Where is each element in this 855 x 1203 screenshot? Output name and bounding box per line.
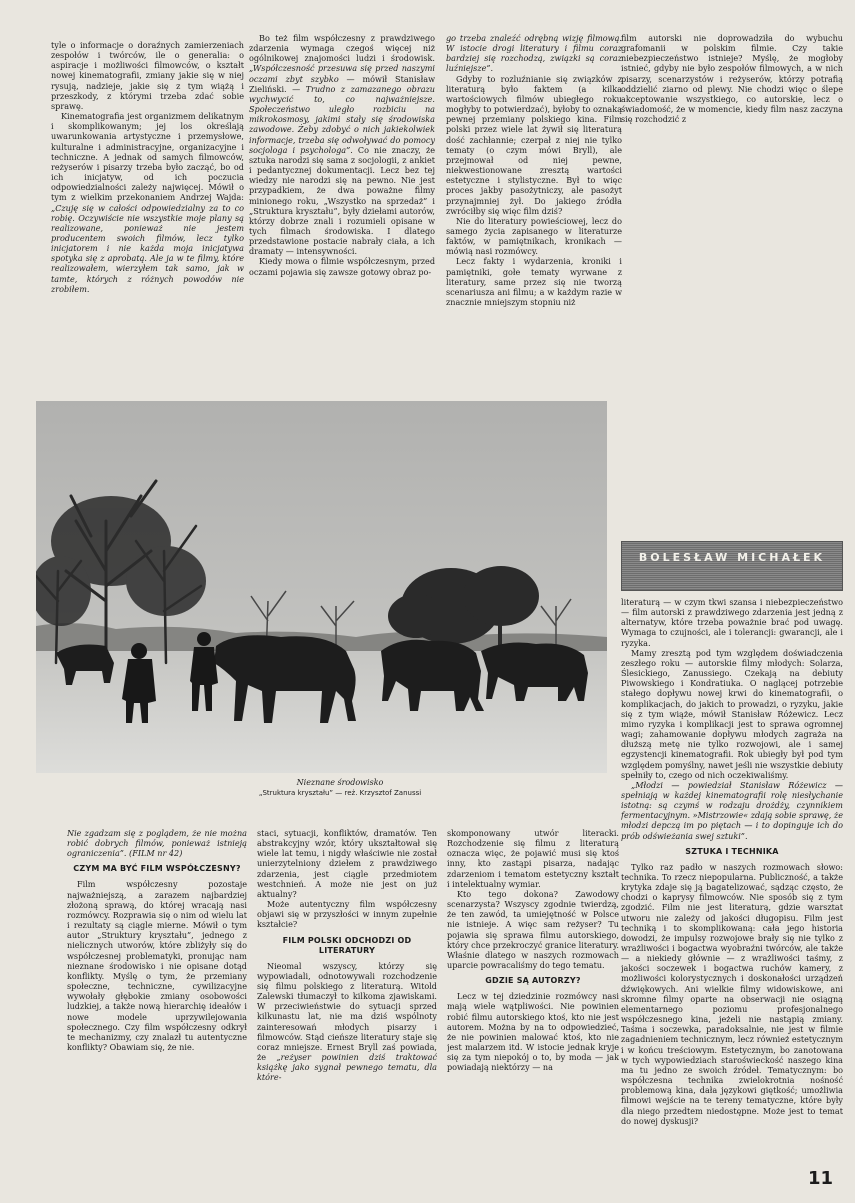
- section-heading: CZYM MA BYĆ FILM WSPÓŁCZESNY?: [73, 864, 241, 874]
- paragraph: Gdyby to rozluźnianie się związków z literaturą było faktem (a kilka wartościowych filmów ubiegłego roku mogłyby to potwierdzać), byłoby to oznaką pewnej przemiany polskiego kina. Film polski przez wiele lat żywił się literaturą dość zachłannie; czerpał z niej nie tylko tematy (o czym mówi Bryll), ale przejmował od niej pewne, niekwestionowane zresztą wartości estetyczne i stylistyczne. Był to więc proces jakby pasożytniczy, ale pasożyt przynajmniej żył. Do jakiego źródła zwróciłby się więc film dziś?: [446, 73, 622, 216]
- paragraph: tyle o informacje o doraźnych zamierzeniach zespołów i twórców, ile o generalia: o aspiracje i możliwości filmowców, o kształt nowej kinematografii, zmiany jakie się w niej rysują, nadzieje, jakie się z tym wiążą i przeszkody, z którymi trzeba zdać sobie sprawę.: [51, 40, 244, 111]
- paragraph: Może autentyczny film współczesny objawi się w przyszłości w innym zupełnie kształcie?: [257, 899, 437, 930]
- paragraph: Lecz w tej dziedzinie rozmówcy nasi mają wiele wątpliwości. Nie powinien robić filmu autorskiego ktoś, kto nie jest autorem. Można by na to odpowiedzieć, że nie powinien malować ktoś, kto nie jest malarzem itd. W istocie jednak kryje się za tym niepokój o to, by moda — jak powiadają niektórzy — na: [447, 991, 619, 1073]
- caption-title: Nieznane środowisko: [296, 778, 384, 787]
- section-heading: SZTUKA I TECHNIKA: [685, 846, 779, 856]
- top-column-1: [51, 40, 244, 397]
- section-heading: GDZIE SĄ AUTORZY?: [485, 976, 581, 986]
- paragraph: go trzeba znaleźć odrębną wizję filmową. W istocie drogi literatury i filmu coraz bardziej się rozchodzą, związki są coraz luźniejsze”.: [446, 33, 622, 74]
- paragraph: Film współczesny pozostaje najważniejszą, a zarazem najbardziej złożoną sprawą, do której wracają nasi rozmówcy. Rozprawia się o nim od wielu lat i rezultaty są ciągle mierne. Mówił o tym autor „Struktury kryształu”, jednego z nielicznych utworów, które zbliżyły się do współczesnej problematyki, pronując nam nieznane środowisko i nie opisane dotąd konflikty. Myślę o tym, że przemiany społeczne, techniczne, cywilizacyjne wywołały głębokie zmiany osobowości ludzkiej, a także nową hierarchię ideałów i nowe modele uprzywilejowania społecznego. Czy film współczesny odkrył te mechanizmy, czy znalazł tu autentyczne konflikty? Obawiam się, że nie.: [67, 879, 247, 1052]
- paragraph: Kiedy mowa o filmie współczesnym, przed oczami pojawia się zawsze gotowy obraz po-: [249, 256, 435, 277]
- paragraph: Kto tego dokona? Zawodowy scenarzysta? Wszyscy zgodnie twierdzą, że ten zawód, ta umiejętność w Polsce nie istnieje. A więc sam reżyser? Tu pojawia się sprawa filmu autorskiego, który chce przekroczyć granice literatury. Właśnie dlatego w naszych rozmowach uparcie powracaliśmy do tego tematu.: [447, 888, 619, 971]
- paragraph: Kinematografia jest organizmem delikatnym i skomplikowanym; jej los określają uwarunkowania artystyczne i przemysłowe, kulturalne i administracyjne, organizacyjne i techniczne. A jednak od samych filmowców, reżyserów i pisarzy trzeba było zacząć, bo od ich inicjatyw, od ich poczucia odpowiedzialności zależy najwięcej. Mówił o tym z wielkim przekonaniem Andrzej Wajda: „Czuję się w całości odpowiedzialny za to co robię. Oczywiście nie wszystkie moje plany są realizowane, ponieważ nie jestem producentem swoich filmów, lecz tylko inicjatorem i nie każda moja inicjatywa spotyka się z aprobatą. Ale ja w te filmy, które realizowałem, wierzyłem tak samo, jak w tamte, których z różnych powodów nie zrobiłem.: [51, 111, 244, 294]
- bottom-column-2: [257, 828, 437, 1178]
- winter-horses-illustration: [36, 401, 607, 773]
- paragraph: literaturą — w czym tkwi szansa i niebezpieczeństwo — film autorski z prawdziwego zdarzenia jest jedną z alternatyw, które trzeba poważnie brać pod uwagę. Wymaga to czujności, ale i tolerancji: gwarancji, ale i ryzyka.: [621, 597, 843, 648]
- paragraph: Lecz fakty i wydarzenia, kroniki i pamiętniki, gołe tematy wyrwane z literatury, same przez się nie tworzą scenariusza ani filmu; a w każdym razie w znacznie mniejszym stopniu niż: [446, 256, 622, 308]
- film-still-photo: [36, 401, 607, 773]
- photo-caption: [220, 778, 460, 798]
- right-column-upper: [621, 33, 843, 538]
- paragraph: Nie do literatury powieściowej, lecz do samego życia zapisanego w literaturze faktów, w pamiętnikach, kronikach — mówią nasi rozmówcy.: [446, 215, 622, 257]
- paragraph: Nieomal wszyscy, którzy się wypowiadali, odnotowywali rozchodzenie się filmu polskiego z literaturą. Witold Zalewski tłumaczył to kilkoma zjawiskami. W przeciwieństwie do sytuacji sprzed kilkunastu lat, nie ma dziś wspólnoty zainteresowań młodych pisarzy i filmowców. Stąd cieńsze literatury staje się coraz mniejsze. Ernest Bryll zaś powiada, że „reżyser powinien dziś traktować książkę jako sygnał pewnego tematu, dla które-: [257, 960, 437, 1083]
- paragraph: Mamy zresztą pod tym względem doświadczenia zeszłego roku — autorskie filmy młodych: Solarza, Ślesickiego, Zanussiego. Czekają na debiuty Piwowskiego i Kondratiuka. O naglącej potrzebie stałego dopływu nowej krwi do kinematografii, o komplikacjach, do jakich to prowadzi, o ryzyku, jakie się z tym wiąże, mówił Stanisław Różewicz. Lecz mimo ryzyka i komplikacji jest to sprawa ogromnej wagi; zahamowanie dopływu młodych zagraża na dłuższą metę nie tylko rozwojowi, ale i samej egzystencji kinematografii. Rok ubiegły był pod tym względem pomyślny, nawet jeśli nie wszystkie debiuty spełniły to, czego od nich oczekiwaliśmy.: [621, 647, 843, 780]
- author-byline: BOLESŁAW MICHAŁEK: [621, 541, 843, 591]
- paragraph: staci, sytuacji, konfliktów, dramatów. Ten abstrakcyjny wzór, który ukształtował się wiele lat temu, i nigdy właściwie nie został unierzytelniony dziełem z prawdziwego zdarzenia, jest ciągle przedmiotem westchnień. A może nie jest on już aktualny?: [257, 828, 437, 899]
- paragraph: Nie zgadzam się z poglądem, że nie można robić dobrych filmów, ponieważ istnieją ograniczenia”. (FILM nr 42): [67, 828, 247, 859]
- paragraph: „Młodzi — powiedział Stanisław Różewicz — spełniają w każdej kinematografii rolę niesłychanie istotną: są czymś w rodzaju drożdży, czynnikiem fermentacyjnym. »Mistrzowie« zdają sobie sprawę, że młodzi depczą im po piętach — i to dopinguje ich do prób odświeżania swej sztuki”.: [621, 779, 843, 841]
- caption-source: „Struktura kryształu” — reż. Krzysztof Zanussi: [258, 789, 422, 797]
- top-column-3: [446, 33, 622, 397]
- page-number: 11: [807, 1168, 833, 1189]
- bottom-column-1: [67, 828, 247, 1178]
- top-column-2: [249, 33, 435, 397]
- section-heading: FILM POLSKI ODCHODZI OD LITERATURY: [282, 935, 412, 955]
- paragraph: skomponowany utwór literacki. Rozchodzenie się filmu z literaturą oznacza więc, że pojawić musi się ktoś inny, kto zastąpi pisarza, nadając zdarzeniom i tematom estetyczny kształt i intelektualny wymiar.: [447, 828, 619, 889]
- paragraph: Bo też film współczesny z prawdziwego zdarzenia wymaga czegoś więcej niż ogólnikowej znajomości ludzi i środowisk. „Współczesność przesuwa się przed naszymi oczami zbyt szybko — mówił Stanisław Zieliński. — Trudno z zamazanego obrazu wychwycić to, co najważniejsze. Społeczeństwo uległo rozbiciu na mikrokosmosy, jakimi stały się środowiska zawodowe. Żeby zdobyć o nich jakiekolwiek informacje, trzeba się odwoływać do pomocy socjologa i psychologa”. Co nie znaczy, że sztuka narodzi się sama z socjologii, z ankiet i pedantycznej dokumentacji. Lecz bez tej wiedzy nie narodzi się na pewno. Nie jest przypadkiem, że dwa poważne filmy minionego roku, „Wszystko na sprzedaż” i „Struktura kryształu”, były dziełami autorów, którzy dobrze znali i rozumieli opisane w tych filmach środowiska. I dlatego przedstawione postacie nabrały ciała, a ich dramaty — intensywności.: [249, 33, 435, 257]
- paragraph: film autorski nie doprowadziła do wybuchu grafomanii w polskim filmie. Czy takie niebezpieczeństwo istnieje? Myślę, że mogłoby istnieć, gdyby nie było zespołów filmowych, a w nich pisarzy, scenarzystów i reżyserów, którzy potrafią oddzielić ziarno od plewy. Nie chodzi więc o ślepe akceptowanie wszystkiego, co autorskie, lecz o świadomość, że w momencie, kiedy film nasz zaczyna się rozchodzić z: [621, 33, 843, 125]
- right-column-lower: [621, 597, 843, 1183]
- paragraph: Tylko raz padło w naszych rozmowach słowo: technika. To rzecz niepopularna. Publiczność, a także krytyka zdaje się ją bagatelizować, sądząc często, że chodzi o kaprysy filmowców. Nie sposób się z tym zgodzić. Film nie jest literaturą, gdzie warsztat utworu nie zależy od jakości długopisu. Film jest techniką i to skomplikowaną: cała jego historia dowodzi, że impulsy rozwojowe brały się nie tylko z wrażliwości i bogactwa wyobraźni twórców, ale także — a niekiedy głównie — z wrażliwości taśmy, z jakości soczewek i bogactwa ruchów kamery, z możliwości kolorystycznych i doskonałości urządzeń dźwiękowych. Ani wielkie filmy widowiskowe, ani skromne filmy oparte na obserwacji nie osiągną elementarnego poziomu profesjonalnego współczesnego kina, jeżeli nie nastąpią zmiany. Taśma i soczewka, paradoksalnie, nie jest w filmie zagadnieniem technicznym, lecz również estetycznym i w końcu treściowym. Estetycznym, bo zanotowana w tych wypowiedziach staroświeckość naszego kina ma tu jedno ze swoich źródeł. Tematycznym: bo współczesna technika zwielokrotnia nośność problemową kina, dała językowi giętkość; umożliwia filmowi wejście na te tereny tematyczne, które były dla niego przedtem niedostępne. Może jest to temat do nowej dyskusji?: [621, 861, 843, 1126]
- bottom-column-3: [447, 828, 619, 1178]
